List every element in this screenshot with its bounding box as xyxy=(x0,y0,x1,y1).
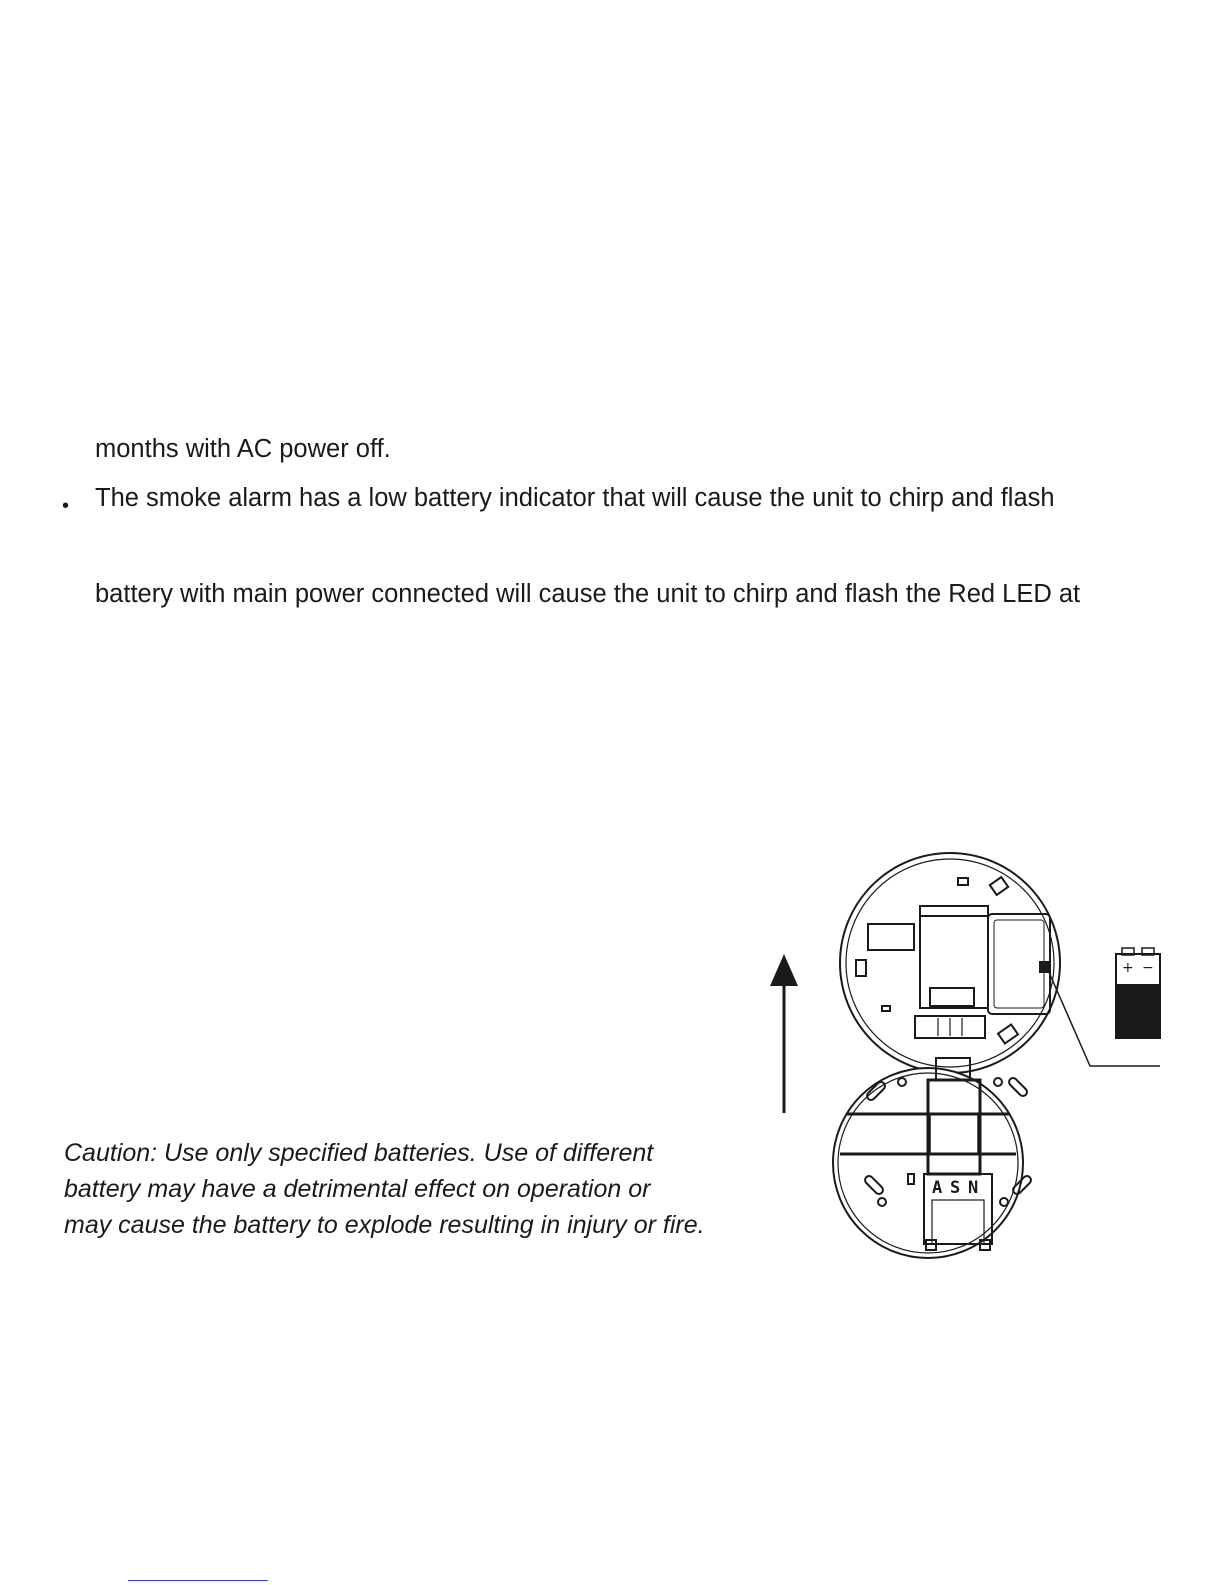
bullet-marker: • xyxy=(62,495,70,517)
body-line-low-battery: The smoke alarm has a low battery indicator that will cause the unit to chirp and flash xyxy=(95,484,1055,512)
caution-line-1: Caution: Use only specified batteries. Use of different xyxy=(64,1139,654,1167)
footer-rule xyxy=(128,1580,268,1581)
insert-arrow-icon xyxy=(770,954,798,1113)
drawer-letter-a: A xyxy=(932,1178,943,1198)
caution-line-3: may cause the battery to explode resulting in injury or fire. xyxy=(64,1211,705,1239)
battery-install-figure xyxy=(760,848,1180,1268)
battery-minus-label: − xyxy=(1142,960,1154,976)
caution-line-2: battery may have a detrimental effect on operation or xyxy=(64,1175,651,1203)
drawer-letter-s: S xyxy=(950,1178,961,1198)
nine-volt-battery-icon xyxy=(1116,948,1160,1038)
battery-plus-label: + xyxy=(1122,960,1134,976)
alarm-open-body-icon xyxy=(840,853,1060,1073)
alarm-base-plate-icon xyxy=(833,1058,1033,1258)
body-line-main-power: battery with main power connected will cause the unit to chirp and flash the Red LED at xyxy=(95,580,1081,608)
caution-note xyxy=(64,1135,705,1243)
drawer-letter-n: N xyxy=(968,1178,979,1198)
body-line-months: months with AC power off. xyxy=(95,435,391,463)
